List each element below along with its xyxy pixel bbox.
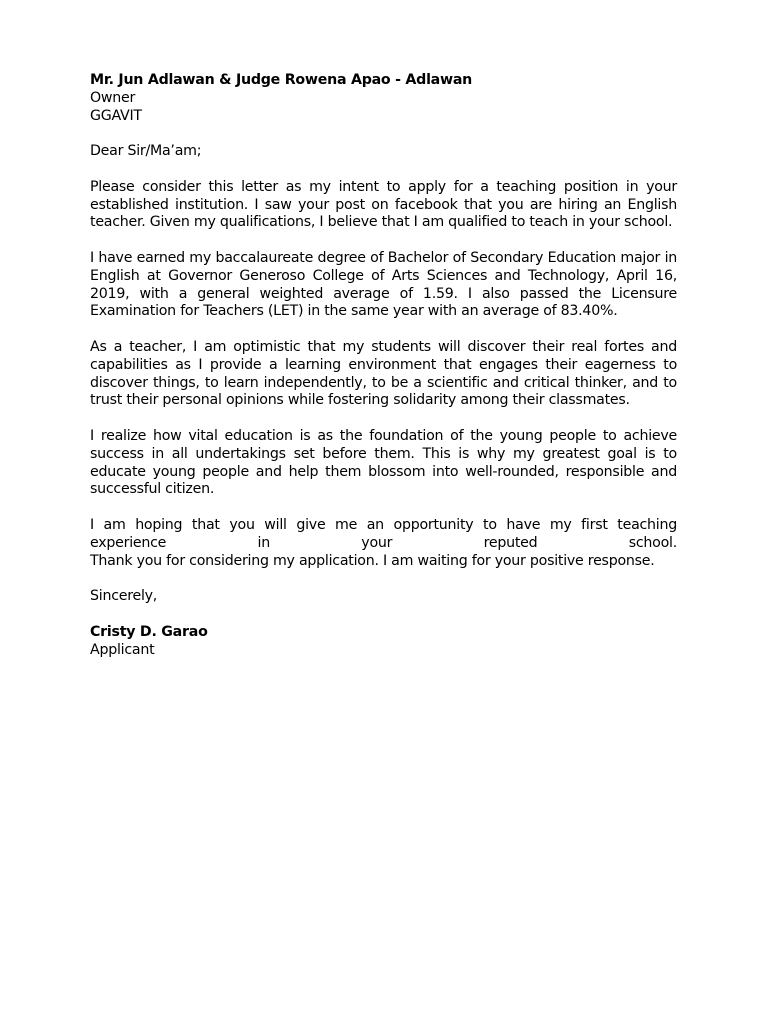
spacer — [90, 321, 677, 339]
spacer — [90, 570, 677, 588]
spacer — [90, 232, 677, 250]
recipient-organization: GGAVIT — [90, 107, 142, 124]
spacer — [90, 606, 677, 624]
recipient-name: Mr. Jun Adlawan & Judge Rowena Apao - Adlawan — [90, 72, 473, 88]
spacer — [90, 410, 677, 428]
spacer — [90, 161, 677, 179]
closing: Sincerely, — [90, 588, 158, 605]
letter-page — [90, 72, 677, 659]
spacer — [90, 499, 677, 517]
spacer — [90, 125, 677, 143]
paragraph-hope: I am hoping that you will give me an opportunity to have my first teaching experience in your reputed school. — [90, 516, 677, 551]
paragraph-teaching-philosophy: As a teacher, I am optimistic that my students will discover their real fortes and capabilities as I provide a learning environment that engages their eagerness to discover things, to learn independently, to be a scientific and critical thinker, and to trust their personal opinions while fostering solidarity among their classmates. — [90, 338, 677, 409]
signature-role: Applicant — [90, 641, 155, 658]
paragraph-education: I have earned my baccalaureate degree of Bachelor of Secondary Education major in English at Governor Generoso College of Arts Sciences and Technology, April 16, 2019, with a general weighted average of 1.59. I also passed the Licensure Examination for Teachers (LET) in the same year with an average of 83.40%. — [90, 249, 677, 320]
paragraph-goal: I realize how vital education is as the foundation of the young people to achieve success in all undertakings set before them. This is why my greatest goal is to educate young people and help them blossom into well-rounded, responsible and successful citizen. — [90, 427, 677, 498]
salutation: Dear Sir/Ma’am; — [90, 143, 202, 160]
recipient-title: Owner — [90, 89, 136, 106]
paragraph-intent: Please consider this letter as my intent to apply for a teaching position in your established institution. I saw your post on facebook that you are hiring an English teacher. Given my qualifications, I believe that I am qualified to teach in your school. — [90, 178, 677, 231]
signature-name: Cristy D. Garao — [90, 623, 208, 640]
paragraph-thanks: Thank you for considering my application. I am waiting for your positive response. — [90, 552, 655, 569]
